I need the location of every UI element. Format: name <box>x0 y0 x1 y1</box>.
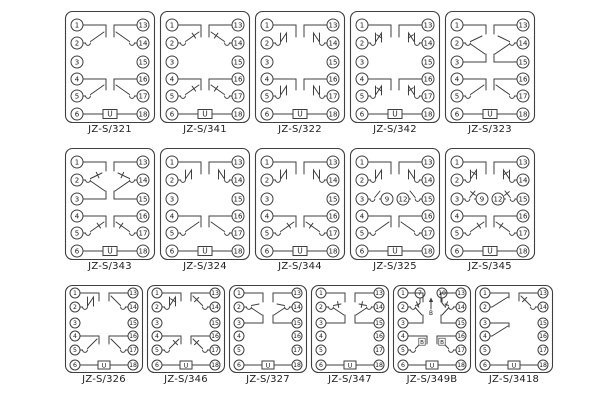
svg-text:15: 15 <box>129 320 137 328</box>
svg-text:1: 1 <box>74 158 80 167</box>
svg-text:15: 15 <box>375 320 383 328</box>
schematic <box>349 10 441 124</box>
svg-text:17: 17 <box>233 92 243 101</box>
svg-text:15: 15 <box>328 58 338 67</box>
svg-text:2: 2 <box>74 176 80 185</box>
svg-text:13: 13 <box>518 158 528 167</box>
schematic <box>159 147 251 261</box>
svg-text:6: 6 <box>483 362 487 370</box>
svg-text:5: 5 <box>319 347 323 355</box>
svg-text:U: U <box>392 109 398 119</box>
diagram-label: JZ-S/347 <box>328 374 372 385</box>
svg-text:13: 13 <box>423 158 433 167</box>
schematic <box>146 284 226 374</box>
svg-text:17: 17 <box>423 92 433 101</box>
svg-text:13: 13 <box>328 158 338 167</box>
schematic <box>254 147 346 261</box>
diagram-label: JZ-S/3418 <box>488 374 540 385</box>
svg-text:16: 16 <box>293 333 301 341</box>
svg-text:4: 4 <box>169 75 175 84</box>
svg-text:14: 14 <box>129 304 137 312</box>
svg-text:16: 16 <box>375 333 383 341</box>
svg-text:6: 6 <box>454 110 460 119</box>
schematic <box>474 284 554 374</box>
svg-text:U: U <box>107 109 113 119</box>
svg-text:3: 3 <box>454 195 460 204</box>
svg-text:16: 16 <box>457 333 465 341</box>
svg-text:6: 6 <box>74 247 80 256</box>
svg-text:14: 14 <box>518 176 528 185</box>
svg-text:6: 6 <box>319 362 323 370</box>
schematic <box>392 284 472 374</box>
svg-text:18: 18 <box>138 247 148 256</box>
svg-text:13: 13 <box>129 290 137 298</box>
svg-text:1: 1 <box>454 21 460 30</box>
relay-diagram-jz-s-325 <box>349 147 441 272</box>
svg-text:18: 18 <box>457 362 465 370</box>
svg-text:14: 14 <box>539 304 547 312</box>
schematic <box>64 147 156 261</box>
svg-text:14: 14 <box>457 304 465 312</box>
svg-text:5: 5 <box>169 92 175 101</box>
svg-text:2: 2 <box>237 304 241 312</box>
svg-text:6: 6 <box>155 362 159 370</box>
svg-text:B: B <box>420 339 424 346</box>
svg-text:13: 13 <box>328 21 338 30</box>
svg-text:3: 3 <box>454 58 460 67</box>
svg-text:17: 17 <box>518 229 528 238</box>
svg-text:18: 18 <box>518 110 528 119</box>
svg-text:17: 17 <box>518 92 528 101</box>
svg-text:3: 3 <box>73 320 77 328</box>
svg-text:5: 5 <box>169 229 175 238</box>
svg-text:3: 3 <box>359 195 365 204</box>
svg-text:16: 16 <box>233 212 243 221</box>
svg-text:1: 1 <box>264 21 270 30</box>
svg-text:18: 18 <box>129 362 137 370</box>
svg-text:17: 17 <box>129 347 137 355</box>
diagram-label: JZ-S/322 <box>278 124 322 135</box>
svg-text:18: 18 <box>328 247 338 256</box>
svg-text:16: 16 <box>211 333 219 341</box>
svg-text:15: 15 <box>518 58 528 67</box>
svg-text:5: 5 <box>237 347 241 355</box>
svg-text:5: 5 <box>73 347 77 355</box>
svg-text:14: 14 <box>423 39 433 48</box>
svg-text:2: 2 <box>401 304 405 312</box>
svg-text:3: 3 <box>74 58 80 67</box>
svg-text:14: 14 <box>138 39 148 48</box>
svg-text:14: 14 <box>233 39 243 48</box>
svg-text:16: 16 <box>539 333 547 341</box>
svg-text:5: 5 <box>401 347 405 355</box>
relay-diagram-jz-s-342 <box>349 10 441 135</box>
svg-text:6: 6 <box>401 362 405 370</box>
svg-text:2: 2 <box>155 304 159 312</box>
svg-text:U: U <box>511 361 517 370</box>
svg-text:14: 14 <box>328 176 338 185</box>
schematic <box>64 284 144 374</box>
svg-text:13: 13 <box>293 290 301 298</box>
svg-text:3: 3 <box>169 195 175 204</box>
svg-text:5: 5 <box>155 347 159 355</box>
svg-text:U: U <box>297 246 303 256</box>
svg-text:3: 3 <box>483 320 487 328</box>
svg-text:6: 6 <box>264 247 270 256</box>
svg-text:2: 2 <box>359 39 365 48</box>
svg-text:3: 3 <box>401 320 405 328</box>
svg-text:16: 16 <box>129 333 137 341</box>
svg-text:17: 17 <box>375 347 383 355</box>
svg-text:1: 1 <box>454 158 460 167</box>
svg-text:1: 1 <box>74 21 80 30</box>
svg-text:13: 13 <box>211 290 219 298</box>
svg-text:17: 17 <box>328 229 338 238</box>
diagram-label: JZ-S/343 <box>88 261 132 272</box>
svg-text:1: 1 <box>73 290 77 298</box>
svg-text:13: 13 <box>233 158 243 167</box>
svg-text:U: U <box>107 246 113 256</box>
svg-text:U: U <box>202 109 208 119</box>
svg-text:18: 18 <box>375 362 383 370</box>
svg-text:2: 2 <box>169 39 175 48</box>
svg-text:6: 6 <box>264 110 270 119</box>
relay-diagram-jz-s-322 <box>254 10 346 135</box>
relay-diagram-jz-s-327 <box>228 284 308 385</box>
svg-text:17: 17 <box>423 229 433 238</box>
svg-text:13: 13 <box>539 290 547 298</box>
svg-text:U: U <box>487 109 493 119</box>
svg-text:4: 4 <box>264 75 270 84</box>
svg-text:18: 18 <box>423 247 433 256</box>
svg-text:16: 16 <box>233 75 243 84</box>
relay-diagram-jz-s-321 <box>64 10 156 135</box>
svg-text:2: 2 <box>73 304 77 312</box>
svg-text:6: 6 <box>169 247 175 256</box>
svg-text:2: 2 <box>454 39 460 48</box>
diagram-label: JZ-S/325 <box>373 261 417 272</box>
diagram-label: JZ-S/345 <box>468 261 512 272</box>
svg-text:U: U <box>297 109 303 119</box>
svg-text:4: 4 <box>483 333 487 341</box>
svg-text:14: 14 <box>138 176 148 185</box>
svg-text:18: 18 <box>293 362 301 370</box>
svg-text:17: 17 <box>457 347 465 355</box>
svg-text:15: 15 <box>423 195 433 204</box>
svg-text:U: U <box>487 246 493 256</box>
svg-text:9: 9 <box>479 195 485 204</box>
svg-text:13: 13 <box>518 21 528 30</box>
svg-text:6: 6 <box>359 110 365 119</box>
schematic <box>444 147 536 261</box>
svg-text:17: 17 <box>211 347 219 355</box>
svg-text:14: 14 <box>293 304 301 312</box>
svg-text:1: 1 <box>264 158 270 167</box>
svg-text:U: U <box>265 361 271 370</box>
svg-text:U: U <box>101 361 107 370</box>
svg-text:1: 1 <box>359 21 365 30</box>
svg-text:2: 2 <box>359 176 365 185</box>
svg-text:10: 10 <box>438 290 446 298</box>
relay-diagram-jz-s-344 <box>254 147 346 272</box>
svg-text:U: U <box>429 361 435 370</box>
svg-text:3: 3 <box>237 320 241 328</box>
svg-text:2: 2 <box>483 304 487 312</box>
svg-text:16: 16 <box>518 75 528 84</box>
svg-text:4: 4 <box>264 212 270 221</box>
svg-text:5: 5 <box>264 229 270 238</box>
svg-text:3: 3 <box>74 195 80 204</box>
svg-text:15: 15 <box>423 58 433 67</box>
svg-text:16: 16 <box>138 212 148 221</box>
svg-text:5: 5 <box>454 229 460 238</box>
svg-text:15: 15 <box>457 320 465 328</box>
svg-text:18: 18 <box>233 247 243 256</box>
svg-text:2: 2 <box>264 176 270 185</box>
svg-text:16: 16 <box>518 212 528 221</box>
svg-text:4: 4 <box>73 333 77 341</box>
svg-text:14: 14 <box>233 176 243 185</box>
svg-text:1: 1 <box>237 290 241 298</box>
diagram-label: JZ-S/341 <box>183 124 227 135</box>
svg-text:2: 2 <box>264 39 270 48</box>
svg-text:14: 14 <box>423 176 433 185</box>
relay-diagram-jz-s-347 <box>310 284 390 385</box>
svg-text:16: 16 <box>328 75 338 84</box>
svg-text:3: 3 <box>359 58 365 67</box>
relay-diagram-jz-s-343 <box>64 147 156 272</box>
diagram-label: JZ-S/346 <box>164 374 208 385</box>
svg-text:16: 16 <box>423 75 433 84</box>
svg-text:4: 4 <box>155 333 159 341</box>
svg-text:6: 6 <box>359 247 365 256</box>
svg-text:5: 5 <box>359 229 365 238</box>
schematic <box>444 10 536 124</box>
svg-text:17: 17 <box>539 347 547 355</box>
svg-text:U: U <box>202 246 208 256</box>
svg-text:13: 13 <box>457 290 465 298</box>
svg-text:18: 18 <box>328 110 338 119</box>
svg-text:16: 16 <box>423 212 433 221</box>
svg-text:14: 14 <box>211 304 219 312</box>
relay-diagram-jz-s-346 <box>146 284 226 385</box>
svg-text:14: 14 <box>328 39 338 48</box>
svg-text:15: 15 <box>138 195 148 204</box>
svg-text:4: 4 <box>169 212 175 221</box>
diagram-label: JZ-S/344 <box>278 261 322 272</box>
svg-text:5: 5 <box>74 229 80 238</box>
svg-text:3: 3 <box>264 58 270 67</box>
svg-text:7: 7 <box>418 290 422 298</box>
svg-text:2: 2 <box>169 176 175 185</box>
diagram-label: JZ-S/321 <box>88 124 132 135</box>
svg-text:12: 12 <box>398 195 408 204</box>
svg-text:15: 15 <box>539 320 547 328</box>
svg-text:13: 13 <box>233 21 243 30</box>
svg-text:1: 1 <box>155 290 159 298</box>
svg-text:U: U <box>347 361 353 370</box>
svg-text:5: 5 <box>74 92 80 101</box>
svg-text:18: 18 <box>539 362 547 370</box>
svg-text:2: 2 <box>74 39 80 48</box>
svg-text:17: 17 <box>293 347 301 355</box>
schematic <box>159 10 251 124</box>
svg-text:6: 6 <box>237 362 241 370</box>
diagram-label: JZ-S/323 <box>468 124 512 135</box>
svg-text:18: 18 <box>138 110 148 119</box>
diagram-label: JZ-S/349B <box>406 374 458 385</box>
svg-text:4: 4 <box>454 75 460 84</box>
svg-text:17: 17 <box>233 229 243 238</box>
svg-text:16: 16 <box>328 212 338 221</box>
svg-text:4: 4 <box>359 212 365 221</box>
svg-text:18: 18 <box>423 110 433 119</box>
schematic <box>64 10 156 124</box>
svg-text:4: 4 <box>74 75 80 84</box>
svg-text:15: 15 <box>233 195 243 204</box>
svg-text:1: 1 <box>169 21 175 30</box>
svg-text:15: 15 <box>138 58 148 67</box>
svg-text:18: 18 <box>211 362 219 370</box>
relay-diagram-jz-s-324 <box>159 147 251 272</box>
svg-text:15: 15 <box>518 195 528 204</box>
svg-text:3: 3 <box>319 320 323 328</box>
svg-text:4: 4 <box>237 333 241 341</box>
schematic <box>310 284 390 374</box>
svg-text:6: 6 <box>454 247 460 256</box>
svg-text:2: 2 <box>454 176 460 185</box>
svg-text:4: 4 <box>359 75 365 84</box>
svg-text:5: 5 <box>264 92 270 101</box>
svg-text:4: 4 <box>454 212 460 221</box>
svg-text:B: B <box>429 311 433 317</box>
svg-text:16: 16 <box>138 75 148 84</box>
svg-text:15: 15 <box>293 320 301 328</box>
svg-text:1: 1 <box>169 158 175 167</box>
relay-diagram-jz-s-345 <box>444 147 536 272</box>
svg-text:17: 17 <box>138 92 148 101</box>
svg-text:5: 5 <box>454 92 460 101</box>
relay-diagram-jz-s-349b <box>392 284 472 385</box>
diagram-row-1 <box>64 10 600 135</box>
svg-text:15: 15 <box>211 320 219 328</box>
diagram-row-2 <box>64 147 600 272</box>
schematic <box>228 284 308 374</box>
diagram-label: JZ-S/327 <box>246 374 290 385</box>
diagram-label: JZ-S/326 <box>82 374 126 385</box>
diagram-label: JZ-S/342 <box>373 124 417 135</box>
svg-text:13: 13 <box>423 21 433 30</box>
svg-text:6: 6 <box>73 362 77 370</box>
svg-text:17: 17 <box>328 92 338 101</box>
svg-text:3: 3 <box>155 320 159 328</box>
diagram-row-3 <box>64 284 600 385</box>
svg-text:6: 6 <box>169 110 175 119</box>
svg-text:1: 1 <box>359 158 365 167</box>
relay-diagram-jz-s-326 <box>64 284 144 385</box>
svg-text:18: 18 <box>233 110 243 119</box>
svg-text:13: 13 <box>375 290 383 298</box>
svg-text:12: 12 <box>493 195 503 204</box>
svg-text:1: 1 <box>401 290 405 298</box>
diagram-label: JZ-S/324 <box>183 261 227 272</box>
svg-text:5: 5 <box>483 347 487 355</box>
svg-text:5: 5 <box>359 92 365 101</box>
svg-text:2: 2 <box>319 304 323 312</box>
svg-text:17: 17 <box>138 229 148 238</box>
relay-diagram-jz-s-323 <box>444 10 536 135</box>
svg-text:1: 1 <box>483 290 487 298</box>
schematic <box>254 10 346 124</box>
relay-diagram-jz-s-3418 <box>474 284 554 385</box>
svg-text:13: 13 <box>138 21 148 30</box>
svg-text:9: 9 <box>384 195 390 204</box>
svg-text:U: U <box>183 361 189 370</box>
svg-text:B: B <box>440 339 444 346</box>
svg-text:3: 3 <box>264 195 270 204</box>
svg-text:4: 4 <box>319 333 323 341</box>
svg-text:6: 6 <box>74 110 80 119</box>
svg-text:15: 15 <box>233 58 243 67</box>
svg-text:14: 14 <box>518 39 528 48</box>
svg-text:3: 3 <box>169 58 175 67</box>
svg-text:4: 4 <box>401 333 405 341</box>
svg-text:4: 4 <box>74 212 80 221</box>
svg-text:13: 13 <box>138 158 148 167</box>
svg-text:1: 1 <box>319 290 323 298</box>
svg-text:18: 18 <box>518 247 528 256</box>
relay-diagram-jz-s-341 <box>159 10 251 135</box>
svg-text:15: 15 <box>328 195 338 204</box>
svg-text:U: U <box>392 246 398 256</box>
svg-text:14: 14 <box>375 304 383 312</box>
schematic <box>349 147 441 261</box>
